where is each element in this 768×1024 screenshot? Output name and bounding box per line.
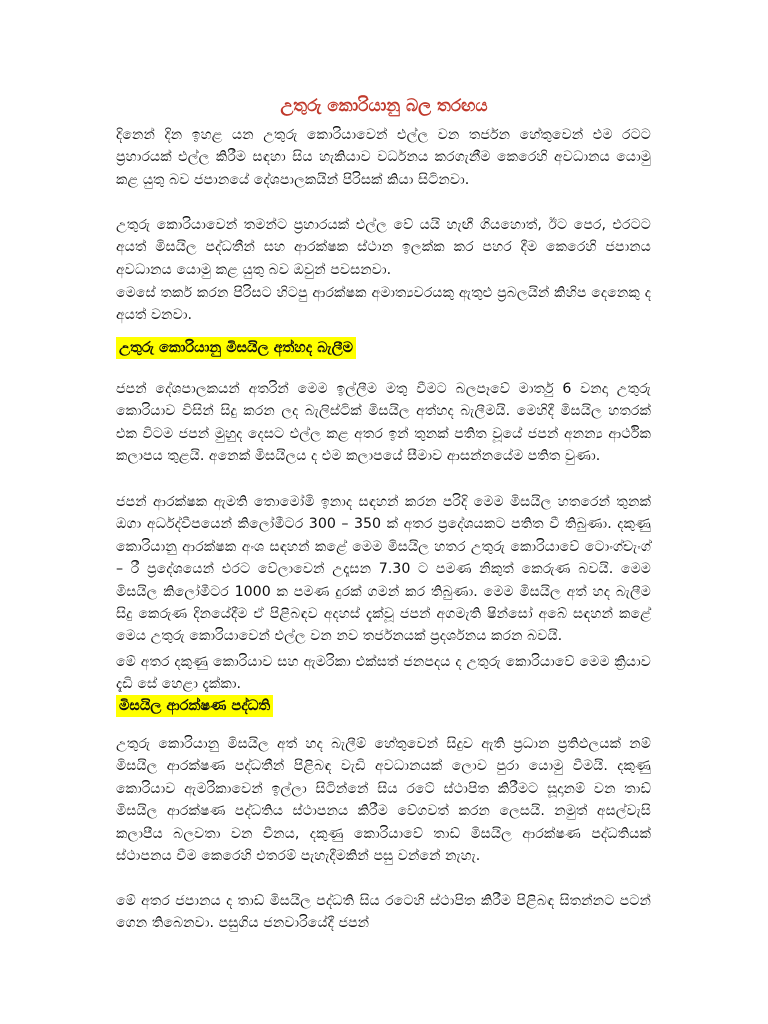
paragraph: උතුරු කොරියානු මිසයිල අත් හද බැලීම් හේතුවෙන් සිදුව ඇති ප්‍රධාන ප්‍රතිඵලයක් නම් මිසයිල ආරක්ෂණ පද්ධතීන් පිළිබඳ වැඩි අවධානයක් ලොව පුරා යොමු වීමයි. දකුණු කොරියාව ඇමරිකාවෙන් ඉල්ලා සිටින්නේ සිය රටේ ස්ථාපිත කිරීමට සූදානම් වන තාඩ් මිසයිල ආරක්ෂණ පද්ධතිය ස්ථාපනය කිරීම වේගවත් කරන ලෙසයි. නමුත් අසල්වැසි කලාපීය බලවතා වන චීනය, දකුණු කොරියාවේ තාඩ් මිසයිල ආරක්ෂණ පද්ධතියක් ස්ථාපනය වීම කෙරෙහි එතරම් පැහැදීමකින් පසු වන්නේ නැහැ. xyxy=(116,736,651,865)
section-heading: මිසයිල ආරක්ෂණ පද්ධති xyxy=(116,695,273,717)
paragraph: උතුරු කොරියාවෙන් තමන්ට ප්‍රහාරයක් එල්ල වේ යයි හැඟී ගියහොත්, ඊට පෙර, එරටට අයත් මිසයිල පද්ධතීන් සහ ආරක්ෂක ස්ථාන ඉලක්ක කර පහර දීම කෙරෙහි ජපානය අවධානය යොමු කළ යුතු බව ඔවුන් පවසනවා. xyxy=(116,217,651,278)
paragraph: මෙසේ තර්ක කරන පිරිසට හිටපු ආරක්ෂක අමාත්‍යවරයකු ඇතුළු ප්‍රබලයින් කිහිප දෙනෙකු ද අයත් වනවා. xyxy=(116,285,651,324)
paragraph: ජපන් ආරක්ෂක ඇමති තොමෝමි ඉනාද සඳහන් කරන පරිදි මෙම මිසයිල හතරෙන් තුනක් ඔගා අර්ධද්වීපයෙන් කිලෝමීටර 300 – 350 ක් අතර ප්‍රදේශයකට පතිත වී තිබුණා. දකුණු කොරියානු ආරක්ෂක අංශ සඳහන් කළේ මෙම මිසයිල හතර උතුරු කොරියාවේ ටොංග්චැංග් – රී ප්‍රදේශයෙන් එරට වේලාවෙන් උදෑසන 7.30 ට පමණ නිකුත් කෙරුණ බවයි. මෙම මිසයිල කිලෝමීටර 1000 ක පමණ දුරක් ගමන් කර තිබුණා. මෙම මිසයිල අත් හද බැලීම සිදු කෙරුණ දිනයේදීම ඒ පිළිබඳව අදහස් දැක්වූ ජපන් අගමැති ෂින්සෝ අබේ සඳහන් කළේ මෙය උතුරු කොරියාවෙන් එල්ල වන නව තර්ජනයක් ප්‍රදර්ශනය කරන බවයි. xyxy=(116,494,651,645)
paragraph: දිනෙන් දින ඉහළ යන උතුරු කොරියාවෙන් එල්ල වන තර්ජන හේතුවෙන් එම රටට ප්‍රහාරයක් එල්ල කිරීම සඳහා සිය හැකියාව වර්ධනය කරගැනීම කෙරෙහි අවධානය යොමු කළ යුතු බව ජපානයේ දේශපාලකයින් පිරිසක් කියා සිටිනවා. xyxy=(116,127,651,188)
paragraph: මේ අතර දකුණු කොරියාව සහ ඇමරිකා එක්සත් ජනපදය ද උතුරු කොරියාවේ මෙම ක්‍රියාව දැඩි සේ හෙළා දැක්කා. xyxy=(116,654,651,693)
section-heading: උතුරු කොරියානු මිසයිල අත්හද බැලීම xyxy=(116,337,356,359)
document-title: උතුරු කොරියානු බල තරඟය xyxy=(280,96,488,116)
paragraph: ජපන් දේශපාලකයන් අතරින් මෙම ඉල්ලීම මතු වීමට බලපෑවේ මාර්තු 6 වනදා උතුරු කොරියාව විසින් සිදු කරන ලද බැලිස්ටික් මිසයිල අත්හද බැලීමයි. මෙහිදී මිසයිල හතරක් එක විටම ජපන් මුහුද දෙසට එල්ල කළ අතර ඉන් තුනක් පතිත වූයේ ජපන් අනන්‍ය ආර්ථික කලාපය තුළයි. අනෙක් මිසයිලය ද එම කලාපයේ සීමාව ආසන්නයේම පතිත වුණා. xyxy=(116,381,651,465)
paragraph: මේ අතර ජපානය ද තාඩ් මිසයිල පද්ධති සිය රටෙහි ස්ථාපිත කිරීම පිළිබඳ සිතන්නට පටන් ගෙන තිබෙනවා. පසුගිය ජනවාරියේදී ජපන් xyxy=(116,893,651,932)
